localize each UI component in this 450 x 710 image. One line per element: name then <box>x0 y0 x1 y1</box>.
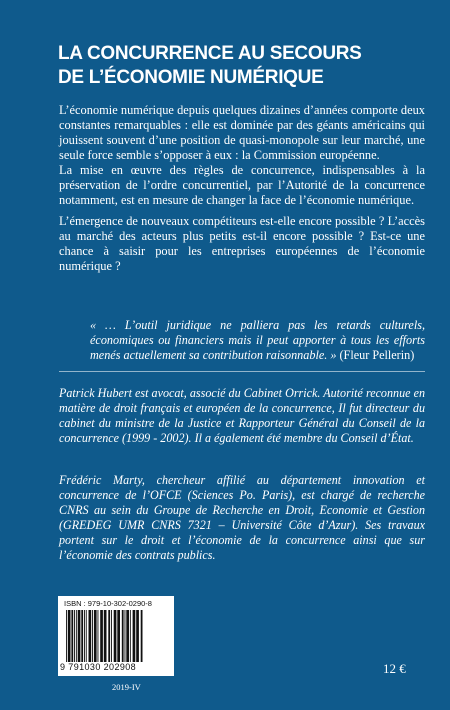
barcode-bar <box>130 610 131 662</box>
barcode-bar <box>78 610 81 662</box>
barcode-digits: 9 791030 202908 <box>60 662 137 672</box>
title-line-1: LA CONCURRENCE AU SECOURS <box>58 43 362 64</box>
barcode-bar <box>89 610 92 662</box>
barcode-bar <box>76 610 77 662</box>
author-bio-marty: Frédéric Marty, chercheur affilié au département innovation et concurrence de l’OFCE (Sciences Po. Paris), est chargé de recherche CNRS au sein du Groupe de Recherche en Droit, Economie et Gestion (GREDEG UMR CNRS 7321 – Université Côte d’Azur). Ses travaux portent sur le droit et l’économie de la concurrence ainsi que sur l’économie des contrats publics. <box>59 473 425 562</box>
blurb-paragraph-2: La mise en œuvre des règles de concurrence, indispensables à la préservation de l’ordre concurrentiel, par l’Autorité de la concurrence notamment, est en mesure de changer la face de l’économie numérique. <box>59 163 425 207</box>
barcode-bar <box>84 610 85 662</box>
barcode-bar <box>126 610 129 662</box>
barcode-bar <box>98 610 99 662</box>
barcode-bar <box>94 610 97 662</box>
barcode-bar <box>125 610 126 662</box>
barcode-bar <box>111 610 112 662</box>
barcode-panel <box>58 596 174 676</box>
author-bio-hubert: Patrick Hubert est avocat, associé du Cabinet Orrick. Autorité reconnue en matière de droit français et européen de la concurrence, Il fut directeur du cabinet du ministre de la Justice et Rapporteur Général du Conseil de la concurrence (1999 - 2002). Il a également été membre du Conseil d’État. <box>59 386 425 445</box>
barcode-bar <box>104 610 107 662</box>
barcode-bar <box>136 610 139 662</box>
edition-code: 2019-IV <box>112 682 141 692</box>
blurb-paragraph-1: L’économie numérique depuis quelques dizaines d’années comporte deux constantes remarquables : elle est dominée par des géants américains qui jouissent souvent d’une position de quasi-monopole sur leur marché, une seule force semble s’opposer à eux : la Commission européenne. <box>59 103 425 162</box>
title-line-2: DE L’ÉCONOMIE NUMÉRIQUE <box>58 67 324 88</box>
quote-text: « … L’outil juridique ne palliera pas les retards culturels, économiques ou financiers mais il peut apporter à tous les efforts menés actuellement sa contribution raisonnable. » <box>90 318 425 362</box>
barcode-bar <box>71 610 73 662</box>
barcode-bar <box>68 610 71 662</box>
barcode-bar <box>81 610 83 662</box>
barcode-bar <box>122 610 124 662</box>
section-divider <box>59 371 425 372</box>
barcode-bar <box>100 610 103 662</box>
barcode-bar <box>66 610 67 662</box>
barcode-bar <box>86 610 87 662</box>
barcode-bar <box>92 610 93 662</box>
barcode-bar <box>117 610 120 662</box>
barcode-bar <box>108 610 110 662</box>
price-label: 12 € <box>383 661 406 676</box>
blurb <box>59 103 425 274</box>
quote-block <box>90 318 425 363</box>
barcode-bar <box>74 610 75 662</box>
quote-author: (Fleur Pellerin) <box>336 348 415 362</box>
barcode-bar <box>114 610 117 662</box>
book-title <box>58 42 418 90</box>
blurb-paragraph-3: L’émergence de nouveaux compétiteurs est-elle encore possible ? L’accès au marché des acteurs plus petits est-il encore possible ? Est-ce une chance à saisir pour les entreprises européennes de l’économie numérique ? <box>59 214 425 273</box>
barcode-image <box>64 610 168 662</box>
barcode-bar <box>133 610 136 662</box>
barcode-bar <box>141 610 143 662</box>
isbn-label: ISBN : 979-10-302-0290-8 <box>64 599 152 608</box>
